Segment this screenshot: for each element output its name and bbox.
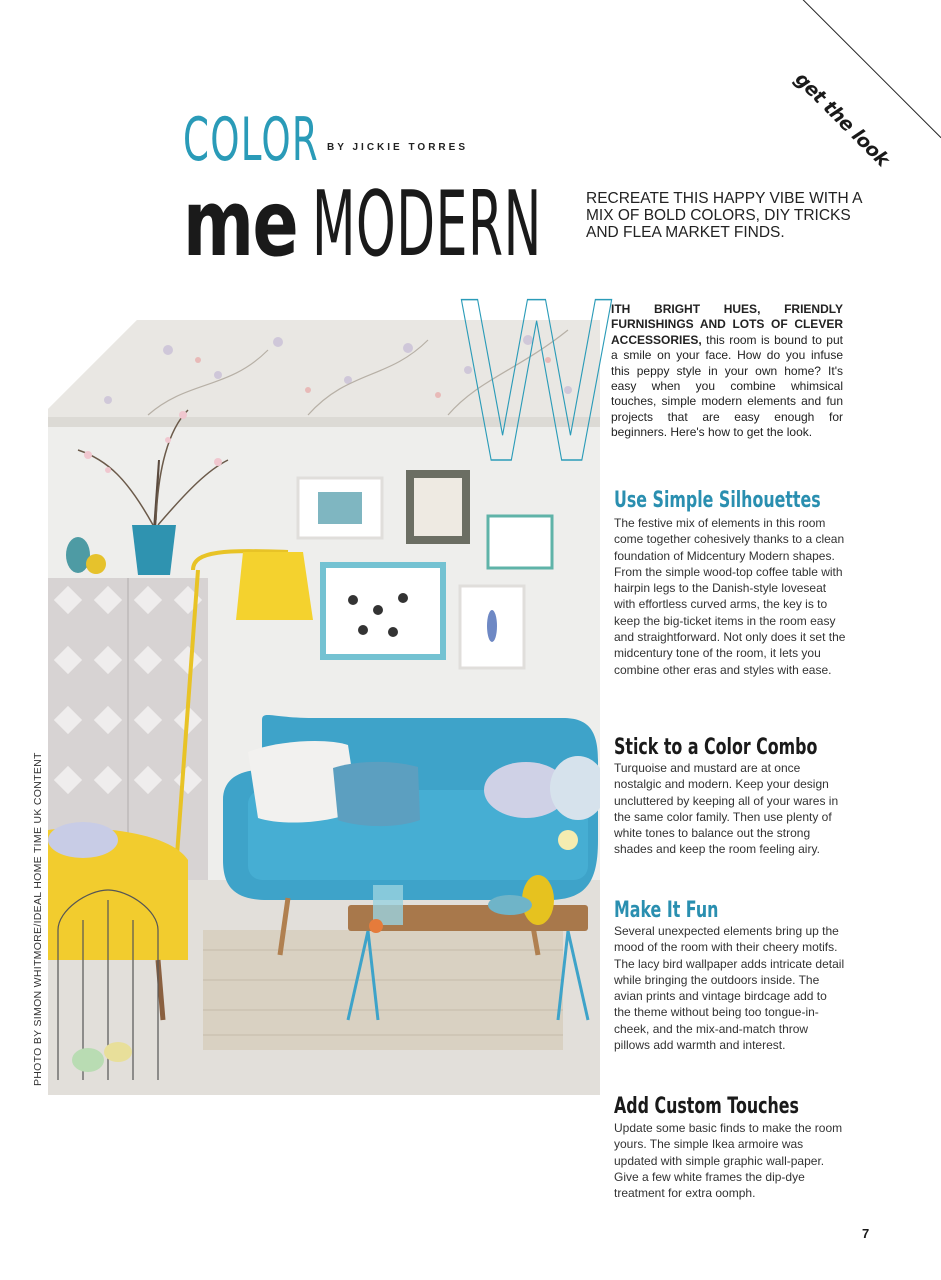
byline: BY JICKIE TORRES bbox=[327, 142, 468, 153]
heading-use-simple-silhouettes: Use Simple Silhouettes bbox=[614, 488, 821, 513]
yellow-lamp bbox=[236, 552, 313, 620]
body-add-custom-touches: Update some basic finds to make the room yours. The simple Ikea armoire was updated with simple graphic wall-paper. Give a few white frames the dip-dye treatment for extra oomph. bbox=[614, 1121, 843, 1201]
corner-fold-line bbox=[799, 0, 941, 138]
title-modern-word: MODERN bbox=[312, 172, 542, 277]
heading-make-it-fun: Make It Fun bbox=[614, 898, 719, 923]
heading-stick-to-a-color-combo: Stick to a Color Combo bbox=[614, 735, 818, 760]
article-deck: RECREATE THIS HAPPY VIBE WITH A MIX OF BOLD COLORS, DIY TRICKS AND FLEA MARKET FINDS. bbox=[586, 190, 862, 241]
intro-body: this room is bound to put a smile on your face. How do you infuse this peppy style in your own home? It's easy when you combine whimsical touches, simple modern elements and fun projects that are easy enough for beginners. Here's how to get the look. bbox=[611, 332, 843, 440]
page-number: 7 bbox=[862, 1226, 870, 1241]
body-stick-to-a-color-combo: Turquoise and mustard are at once nostalgic and modern. Keep your design uncluttered by keeping all of your wares in the same color family. Then use plenty of white tones to balance out the strong shades and keep the room feeling airy. bbox=[614, 761, 839, 857]
body-make-it-fun: Several unexpected elements bring up the mood of the room with their cheery motifs. The lacy bird wallpaper adds intricate detail while bringing the outdoors inside. The avian prints and vintage birdcage add to the theme without being too tongue-in-cheek, and the mix-and-match throw pillows add warmth and interest. bbox=[614, 924, 845, 1053]
intro-lead: ITH BRIGHT HUES, FRIENDLY FURNISHINGS AND LOTS OF CLEVER ACCESSORIES, bbox=[611, 302, 843, 347]
section-tag: get the look bbox=[790, 68, 894, 171]
body-use-simple-silhouettes: The festive mix of elements in this room come together cohesively thanks to a clean foundation of Midcentury Modern shapes. From the simple wood-top coffee table with hairpin legs to the Danish-style loveseat with effortless curved arms, the key is to keep the big-ticket items in the room easy and straightforward. Not only does it set the midcentury tone of the room, it lets you combine other eras and styles with ease. bbox=[614, 516, 846, 677]
title-color-word: COLOR bbox=[183, 105, 319, 175]
svg-text:W: W bbox=[456, 290, 617, 465]
intro-paragraph bbox=[611, 302, 843, 441]
title-me-word: me bbox=[183, 170, 298, 277]
heading-add-custom-touches: Add Custom Touches bbox=[614, 1094, 799, 1119]
photo-credit: PHOTO BY SIMON WHITMORE/IDEAL HOME TIME UK CONTENT bbox=[32, 752, 44, 1086]
